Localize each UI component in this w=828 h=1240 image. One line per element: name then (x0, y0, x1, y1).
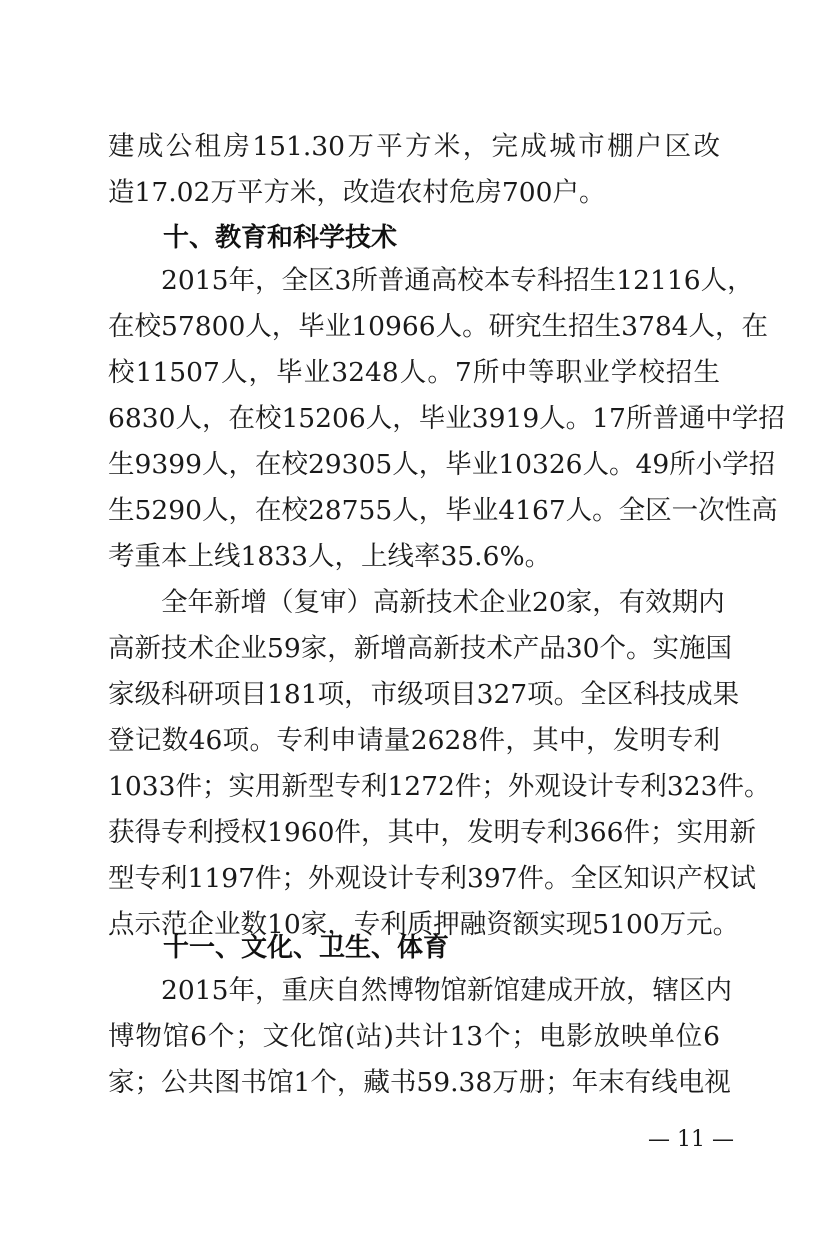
page-number: — 11 — (648, 1127, 734, 1152)
paragraph-line: 高新技术企业59家，新增高新技术产品30个。实施国 (108, 633, 732, 664)
paragraph-line: 在校57800人，毕业10966人。研究生招生3784人，在 (108, 311, 769, 342)
paragraph-line: 6830人，在校15206人，毕业3919人。17所普通中学招 (108, 403, 785, 434)
paragraph-line: 造17.02万平方米，改造农村危房700户。 (108, 177, 606, 208)
paragraph-line: 博物馆6个；文化馆(站)共计13个；电影放映单位6 (108, 1021, 720, 1052)
paragraph-line: 型专利1197件；外观设计专利397件。全区知识产权试 (108, 863, 757, 894)
paragraph-line: 家；公共图书馆1个，藏书59.38万册；年末有线电视 (108, 1067, 731, 1098)
paragraph-line: 2015年，重庆自然博物馆新馆建成开放，辖区内 (161, 975, 732, 1006)
paragraph-line: 生9399人，在校29305人，毕业10326人。49所小学招 (108, 449, 776, 480)
paragraph-line: 校11507人，毕业3248人。7所中等职业学校招生 (108, 357, 720, 388)
section-heading-education: 十、教育和科学技术 (163, 223, 398, 253)
paragraph-line: 全年新增（复审）高新技术企业20家，有效期内 (161, 587, 725, 618)
paragraph-line: 建成公租房151.30万平方米，完成城市棚户区改 (108, 131, 720, 162)
paragraph-line: 1033件；实用新型专利1272件；外观设计专利323件。 (108, 771, 771, 802)
paragraph-line: 登记数46项。专利申请量2628件，其中，发明专利 (108, 725, 720, 756)
paragraph-line: 点示范企业数10家，专利质押融资额实现5100万元。 (108, 909, 740, 940)
paragraph-line: 家级科研项目181项，市级项目327项。全区科技成果 (108, 679, 740, 710)
paragraph-line: 考重本上线1833人，上线率35.6%。 (108, 541, 552, 572)
paragraph-line: 获得专利授权1960件，其中，发明专利366件；实用新 (108, 817, 757, 848)
paragraph-line: 2015年，全区3所普通高校本专科招生12116人， (161, 265, 754, 296)
section-heading-culture: 十一、文化、卫生、体育 (163, 933, 450, 963)
paragraph-line: 生5290人，在校28755人，毕业4167人。全区一次性高 (108, 495, 778, 526)
